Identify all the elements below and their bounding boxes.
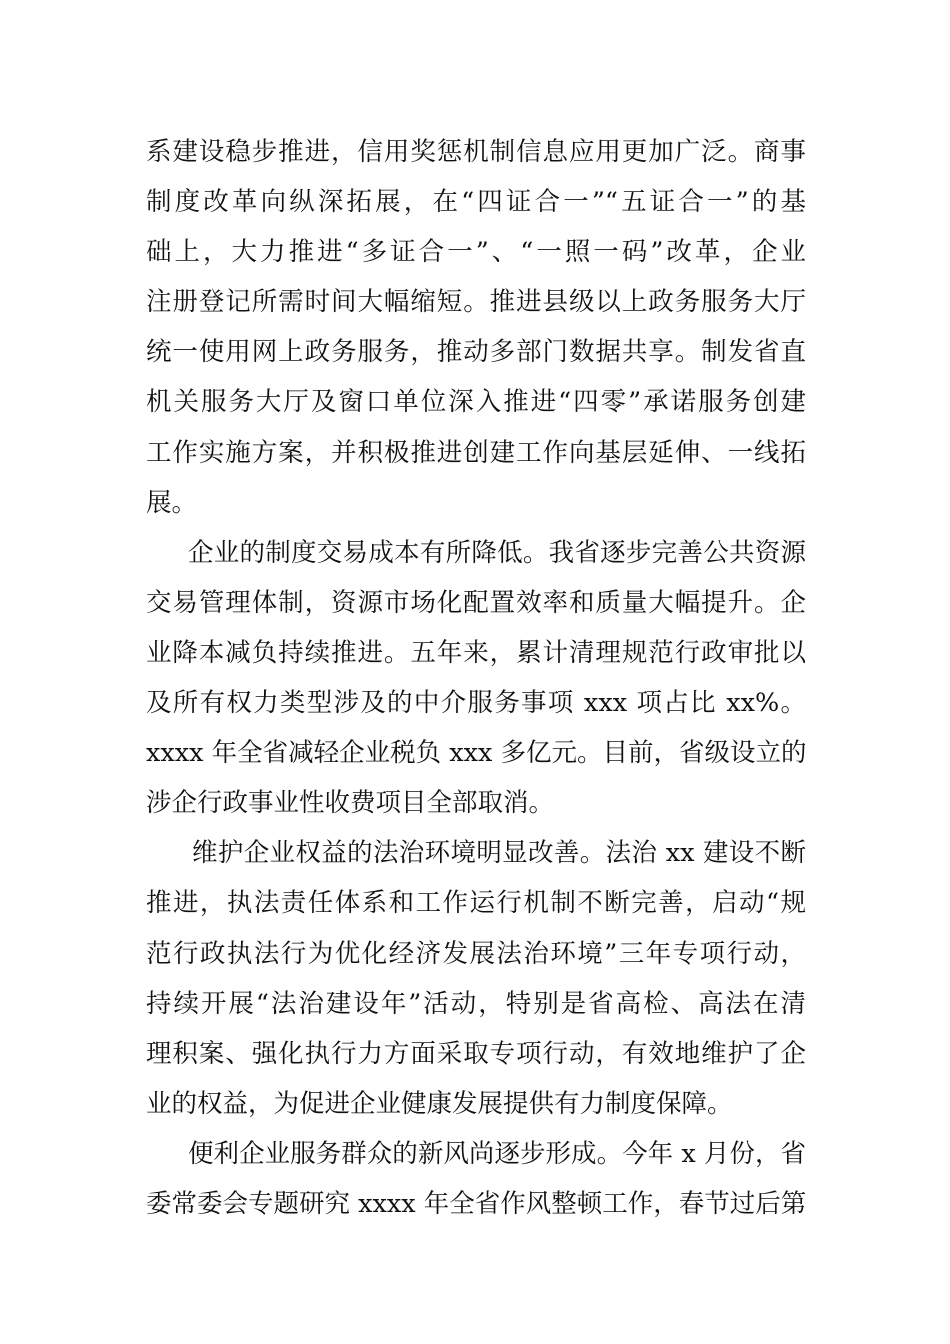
text-line: 注册登记所需时间大幅缩短。推进县级以上政务服务大厅: [146, 287, 806, 318]
text-line: 工作实施方案，并积极推进创建工作向基层延伸、一线拓: [146, 437, 806, 468]
text-line: 机关服务大厅及窗口单位深入推进“四零”承诺服务创建: [146, 387, 806, 418]
paragraph-2: [146, 528, 806, 829]
text-line: 便利企业服务群众的新风尚逐步形成。今年 x 月份，省: [188, 1138, 806, 1169]
text-line: 及所有权力类型涉及的中介服务事项 xxx 项占比 xx%。: [146, 688, 806, 719]
text-line: 委常委会专题研究 xxxx 年全省作风整顿工作，春节过后第: [146, 1188, 806, 1219]
text-line: 涉企行政事业性收费项目全部取消。: [146, 788, 555, 819]
text-line: 交易管理体制，资源市场化配置效率和质量大幅提升。企: [146, 587, 806, 618]
text-line: 业的权益，为促进企业健康发展提供有力制度保障。: [146, 1088, 733, 1119]
paragraph-3: [146, 828, 806, 1129]
text-line: 范行政执法行为优化经济发展法治环境”三年专项行动，: [146, 938, 806, 969]
text-line: 企业的制度交易成本有所降低。我省逐步完善公共资源: [188, 537, 806, 568]
text-line: 展。: [146, 487, 198, 518]
text-line: 维护企业权益的法治环境明显改善。法治 xx 建设不断: [192, 838, 806, 869]
text-line: 理积案、强化执行力方面采取专项行动，有效地维护了企: [146, 1038, 806, 1069]
document-body: [146, 127, 806, 1229]
text-line: 础上，大力推进“多证合一”、“一照一码”改革，企业: [146, 237, 806, 268]
text-line: 推进，执法责任体系和工作运行机制不断完善，启动“规: [146, 888, 806, 919]
text-line: 持续开展“法治建设年”活动，特别是省高检、高法在清: [146, 988, 806, 1019]
text-line: xxxx 年全省减轻企业税负 xxx 多亿元。目前，省级设立的: [146, 738, 806, 769]
text-line: 系建设稳步推进，信用奖惩机制信息应用更加广泛。商事: [146, 137, 806, 167]
text-line: 制度改革向纵深拓展，在“四证合一”“五证合一”的基: [146, 187, 806, 218]
text-line: 统一使用网上政务服务，推动多部门数据共享。制发省直: [146, 337, 806, 368]
paragraph-1: [146, 127, 806, 528]
text-line: 业降本减负持续推进。五年来，累计清理规范行政审批以: [146, 637, 806, 668]
paragraph-4: [146, 1129, 806, 1229]
